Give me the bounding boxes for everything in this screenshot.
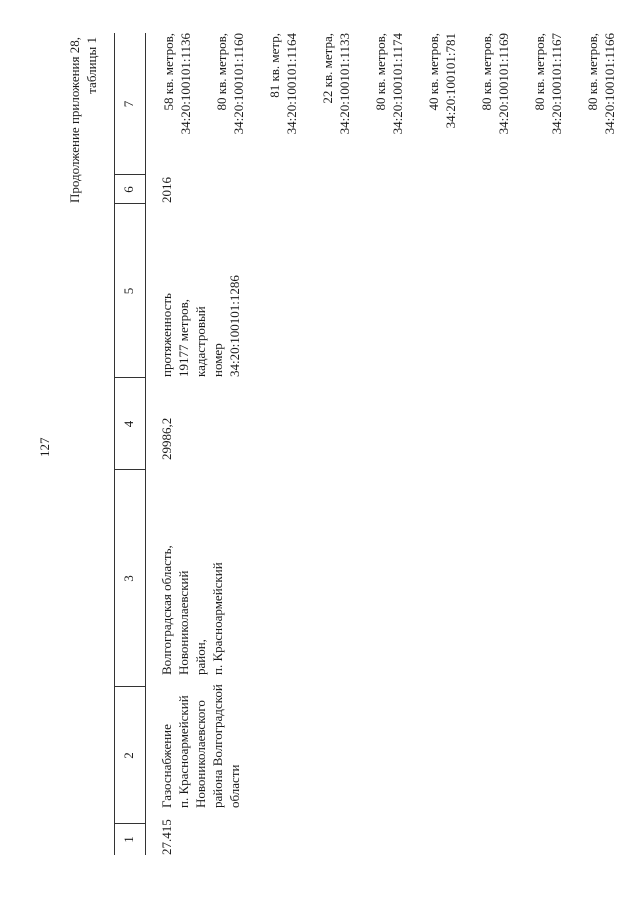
- row-number: 27.415: [159, 819, 174, 855]
- object-name-line: Новониколаевского: [193, 700, 208, 808]
- object-year: 2016: [159, 177, 174, 203]
- header-col-4: 4: [121, 420, 136, 428]
- object-location-line: п. Красноармейский: [210, 562, 225, 675]
- land-plot-entry: [319, 33, 372, 175]
- land-plot-cadastral-number: 34:20:100101:1169: [496, 33, 511, 135]
- land-plot-cadastral-number: 34:20:100101:1166: [602, 33, 617, 135]
- land-plot-area: 80 кв. метров,: [373, 33, 388, 111]
- continuation-note-line2: таблицы 1: [84, 37, 99, 94]
- land-plot-entry: [266, 33, 319, 175]
- land-plot-cadastral-number: 34:20:100101:1133: [337, 33, 352, 135]
- object-name-line: Газоснабжение: [159, 724, 174, 808]
- land-plot-entry: [372, 33, 425, 175]
- object-parameters-line: 19177 метров,: [176, 299, 191, 377]
- header-col-2: 2: [121, 752, 136, 759]
- object-parameters-line: 34:20:100101:1286: [227, 275, 242, 377]
- land-plot-entry: [531, 33, 584, 175]
- object-name: [158, 684, 243, 808]
- object-name-line: п. Красноармейский: [176, 695, 191, 808]
- object-parameters: [158, 275, 243, 377]
- land-plot-area: 80 кв. метров,: [585, 33, 600, 111]
- header-col-1: 1: [121, 836, 136, 843]
- land-plot-area: 81 кв. метр,: [267, 33, 282, 98]
- land-plot-entry: [425, 33, 478, 175]
- object-value: 29986,2: [159, 417, 174, 460]
- land-plot-entry: [584, 33, 637, 175]
- object-location: [158, 545, 226, 675]
- object-location-line: район,: [193, 639, 208, 675]
- object-parameters-line: протяженность: [159, 293, 174, 377]
- land-plot-cadastral-number: 34:20:100101:1160: [231, 33, 246, 135]
- page-number: 127: [37, 437, 52, 457]
- continuation-note-line1: Продолжение приложения 28,: [67, 37, 82, 204]
- land-plot-cadastral-number: 34:20:100101:1136: [178, 33, 193, 135]
- object-location-line: Новониколаевский: [176, 570, 191, 675]
- land-plot-entry: [160, 33, 213, 175]
- header-bottom-border: [145, 33, 146, 855]
- land-plot-area: 58 кв. метров,: [161, 33, 176, 111]
- land-plots: [160, 33, 637, 175]
- land-plot-cadastral-number: 34:20:100101:1167: [549, 33, 564, 135]
- land-plot-cadastral-number: 34:20:100101:781: [443, 33, 458, 129]
- header-col-3: 3: [121, 575, 136, 582]
- land-plot-entry: [213, 33, 266, 175]
- header-top-border: [114, 33, 115, 855]
- object-parameters-line: номер: [210, 343, 225, 377]
- object-name-line: области: [227, 764, 242, 808]
- land-plot-area: 80 кв. метров,: [532, 33, 547, 111]
- header-col-7: 7: [121, 100, 136, 108]
- object-name-line: района Волгоградской: [210, 684, 225, 808]
- header-col-5: 5: [121, 287, 136, 295]
- land-plot-area: 22 кв. метра,: [320, 33, 335, 104]
- object-parameters-line: кадастровый: [193, 306, 208, 377]
- object-location-line: Волгоградская область,: [159, 545, 174, 675]
- land-plot-area: 40 кв. метров,: [426, 33, 441, 111]
- land-plot-cadastral-number: 34:20:100101:1164: [284, 33, 299, 135]
- header-col-6: 6: [121, 186, 136, 193]
- land-plot-entry: [478, 33, 531, 175]
- land-plot-area: 80 кв. метров,: [479, 33, 494, 111]
- land-plot-cadastral-number: 34:20:100101:1174: [390, 33, 405, 135]
- land-plot-area: 80 кв. метров,: [214, 33, 229, 111]
